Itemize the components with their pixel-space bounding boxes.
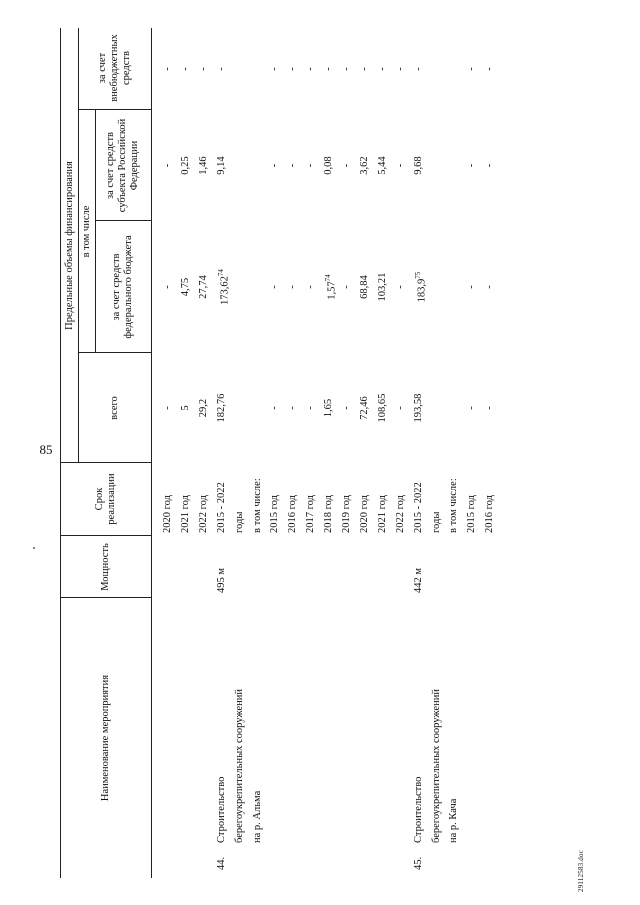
federal-value-text: - (466, 285, 478, 289)
header-federal: за счет средств федерального бюджета (111, 235, 134, 339)
measure-name (483, 603, 496, 843)
measure-name (430, 603, 443, 843)
federal-value-text: 183,9 (416, 278, 428, 303)
total-value (358, 353, 371, 463)
federal-value (483, 221, 496, 353)
measure-name (233, 603, 246, 843)
federal-value-text: 4,75 (179, 277, 191, 297)
total-value-text: 1,65 (323, 398, 335, 418)
capacity-value (215, 538, 228, 593)
header-capacity: Мощность (99, 543, 111, 591)
total-value (179, 353, 192, 463)
total-value-text: - (162, 406, 173, 410)
measure-name (340, 603, 353, 843)
federal-value (304, 221, 317, 353)
row-number (251, 845, 264, 870)
header-incl: в том числе (80, 205, 92, 258)
extrabudget-value-text: - (484, 67, 496, 71)
extrabudget-value (447, 28, 460, 110)
term-value (322, 463, 335, 533)
extrabudget-value (412, 28, 425, 110)
term-value-text: 2020 год (162, 495, 173, 533)
capacity-value (161, 538, 174, 593)
capacity-value (286, 538, 299, 593)
federal-value (286, 221, 299, 353)
measure-name (179, 603, 192, 843)
term-value (197, 463, 210, 533)
capacity-value (233, 538, 246, 593)
extrabudget-value (179, 28, 192, 110)
term-value (161, 463, 174, 533)
term-value (233, 463, 246, 533)
extrabudget-value (286, 28, 299, 110)
federal-value-text: 103,21 (376, 272, 388, 302)
regional-value-text: - (269, 163, 281, 168)
capacity-value (340, 538, 353, 593)
total-value-text: - (341, 406, 352, 410)
regional-value-text: - (484, 163, 496, 168)
total-value (304, 353, 317, 463)
regional-value (430, 110, 443, 221)
row-number-text: 44. (215, 856, 227, 870)
extrabudget-value (268, 28, 281, 110)
term-value-text: 2016 год (287, 495, 299, 533)
row-number-text: 45. (412, 856, 424, 870)
extrabudget-value-text: - (376, 67, 388, 71)
extrabudget-value-text: - (341, 67, 352, 71)
term-value (483, 463, 496, 533)
measure-name (161, 603, 174, 843)
federal-value-text: - (341, 285, 352, 289)
row-number (358, 845, 371, 870)
term-value (394, 463, 407, 533)
regional-value (197, 110, 210, 221)
measure-name (197, 603, 210, 843)
measure-name-text: берегоукрепительных сооружений (233, 688, 245, 843)
capacity-value (430, 538, 443, 593)
header-total: всего (108, 396, 120, 420)
total-value (251, 353, 264, 463)
measure-name (286, 603, 299, 843)
row-number (161, 845, 174, 870)
capacity-value (268, 538, 281, 593)
measure-name-text: Строительство (412, 776, 424, 843)
row-number (340, 845, 353, 870)
federal-value (394, 221, 407, 353)
term-value (268, 463, 281, 533)
term-value-text: 2022 год (394, 495, 406, 533)
regional-value (340, 110, 353, 221)
row-number (412, 845, 425, 870)
total-value (412, 353, 425, 463)
term-value-text: 2015 - 2022 (215, 482, 227, 533)
federal-value-text: 68,84 (358, 275, 370, 299)
federal-value (251, 221, 264, 353)
measure-name (394, 603, 407, 843)
row-number (322, 845, 335, 870)
row-number (447, 845, 460, 870)
term-value-text: 2016 год (484, 495, 496, 533)
extrabudget-value-text: - (466, 67, 478, 71)
extrabudget-value-text: - (179, 67, 191, 71)
total-value-text: - (394, 406, 406, 410)
capacity-value (447, 538, 460, 593)
regional-value (394, 110, 407, 221)
term-value-text: годы (430, 511, 442, 533)
row-number (215, 845, 228, 870)
federal-value-text: 1,57 (326, 281, 338, 300)
measure-name-text: Строительство (215, 776, 227, 843)
term-value (465, 463, 478, 533)
regional-value (179, 110, 192, 221)
col-divider-federal-regional (95, 220, 151, 221)
extrabudget-value (340, 28, 353, 110)
row-number (465, 845, 478, 870)
extrabudget-value (161, 28, 174, 110)
total-value-text: 193,58 (412, 393, 424, 423)
regional-value (286, 110, 299, 221)
extrabudget-value-text: - (162, 67, 173, 71)
regional-value (358, 110, 371, 221)
regional-value-text: - (394, 163, 406, 168)
total-value (430, 353, 443, 463)
regional-value (304, 110, 317, 221)
term-value-text: 2015 - 2022 (412, 482, 424, 533)
capacity-value (358, 538, 371, 593)
row-number (483, 845, 496, 870)
federal-value-text: - (394, 285, 406, 289)
total-value-text: 72,46 (358, 396, 370, 420)
regional-value-text: 5,44 (376, 156, 388, 175)
term-value-text: 2015 год (269, 495, 281, 533)
regional-value (447, 110, 460, 221)
regional-value-text: - (341, 163, 352, 168)
measure-name-text: берегоукрепительных сооружений (430, 688, 442, 843)
regional-value (465, 110, 478, 221)
regional-value-text: 9,14 (215, 156, 227, 175)
header-limits: Предельные объемы финансирования (63, 161, 75, 330)
total-value (465, 353, 478, 463)
header-extrabudget: за счет внебюджетных средств (96, 34, 132, 102)
extrabudget-value (465, 28, 478, 110)
regional-value-text: - (287, 163, 299, 168)
regional-value (483, 110, 496, 221)
federal-value (233, 221, 246, 353)
page-number: 85 (39, 442, 53, 457)
federal-value-text: - (162, 285, 173, 289)
total-value-text: 29,2 (197, 398, 209, 418)
row-number (430, 845, 443, 870)
extrabudget-value-text: - (287, 67, 299, 71)
total-value (447, 353, 460, 463)
row-number (268, 845, 281, 870)
extrabudget-value (251, 28, 264, 110)
federal-value-text: - (484, 285, 496, 289)
term-value-text: 2021 год (376, 495, 388, 533)
term-value (286, 463, 299, 533)
regional-value (412, 110, 425, 221)
measure-name (412, 603, 425, 843)
extrabudget-value-text: - (269, 67, 281, 71)
total-value (340, 353, 353, 463)
regional-value-text: 3,62 (358, 156, 370, 175)
total-value-text: - (305, 406, 317, 410)
term-value (304, 463, 317, 533)
total-value (322, 353, 335, 463)
extrabudget-value (233, 28, 246, 110)
term-value (251, 463, 264, 533)
total-value-text: - (484, 406, 496, 410)
total-value-text: 5 (179, 405, 191, 411)
financing-table (60, 28, 560, 878)
capacity-value (251, 538, 264, 593)
capacity-value-text: 442 м (412, 567, 424, 593)
measure-name (358, 603, 371, 843)
header-bottom-border (151, 28, 152, 878)
extrabudget-value-text: - (394, 67, 406, 71)
regional-value-text: 1,46 (197, 156, 209, 175)
regional-value (233, 110, 246, 221)
extrabudget-value (304, 28, 317, 110)
extrabudget-value (322, 28, 335, 110)
term-value (179, 463, 192, 533)
term-value-text: 2019 год (341, 495, 352, 533)
regional-value-text: - (162, 163, 173, 168)
measure-name-text: на р. Альма (251, 790, 263, 843)
federal-value-text: - (305, 285, 317, 289)
total-value (376, 353, 389, 463)
term-value-text: 2022 год (197, 495, 209, 533)
extrabudget-value (215, 28, 228, 110)
capacity-value (179, 538, 192, 593)
federal-value (161, 221, 174, 353)
extrabudget-value-text: - (305, 67, 317, 71)
extrabudget-value (358, 28, 371, 110)
federal-value (322, 221, 338, 353)
capacity-value (322, 538, 335, 593)
total-value (161, 353, 174, 463)
term-value-text: в том числе: (448, 478, 460, 533)
document-filename: 29112583.doc (577, 850, 585, 892)
total-value-text: - (466, 406, 478, 410)
federal-value (358, 221, 371, 353)
regional-value (251, 110, 264, 221)
term-value-text: в том числе: (251, 478, 263, 533)
row-number (286, 845, 299, 870)
capacity-value (483, 538, 496, 593)
extrabudget-value-text: - (197, 67, 209, 71)
header-name: Наименование мероприятия (99, 674, 111, 802)
total-value-text: - (287, 406, 299, 410)
total-value-text: 182,76 (215, 393, 227, 423)
federal-value-text: 173,62 (219, 276, 231, 305)
row-number (179, 845, 192, 870)
measure-name (322, 603, 335, 843)
regional-value-text: 0,25 (179, 156, 191, 175)
measure-name-text: на р. Кача (448, 798, 460, 843)
extrabudget-value (430, 28, 443, 110)
measure-name (268, 603, 281, 843)
federal-value (412, 221, 428, 353)
footnote-marker: 75 (413, 271, 422, 279)
regional-value-text: 0,08 (323, 156, 335, 175)
term-value-text: 2017 год (305, 495, 317, 533)
capacity-value (376, 538, 389, 593)
header-regional: за счет средств субъекта Российской Федерации (105, 118, 140, 213)
term-value (340, 463, 353, 533)
federal-value (215, 221, 231, 353)
total-value (268, 353, 281, 463)
federal-value (447, 221, 460, 353)
total-value (197, 353, 210, 463)
term-value-text: 2015 год (466, 495, 478, 533)
regional-value-text: - (466, 163, 478, 168)
total-value (286, 353, 299, 463)
federal-value-text: - (287, 285, 299, 289)
term-value (430, 463, 443, 533)
measure-name (251, 603, 264, 843)
scan-dot (33, 547, 35, 549)
measure-name (376, 603, 389, 843)
term-value (447, 463, 460, 533)
federal-value (340, 221, 353, 353)
capacity-value (304, 538, 317, 593)
row-number (197, 845, 210, 870)
term-value (412, 463, 425, 533)
capacity-value-text: 495 м (215, 567, 227, 593)
measure-name (465, 603, 478, 843)
federal-value-text: - (269, 285, 281, 289)
term-value-text: 2018 год (323, 495, 335, 533)
extrabudget-value (483, 28, 496, 110)
federal-value (465, 221, 478, 353)
extrabudget-value-text: - (412, 67, 424, 71)
header-term: Срок реализации (93, 473, 117, 525)
federal-value (268, 221, 281, 353)
total-value (233, 353, 246, 463)
term-value-text: годы (233, 511, 245, 533)
row-number (233, 845, 246, 870)
capacity-value (394, 538, 407, 593)
extrabudget-value-text: - (215, 67, 227, 71)
regional-value (161, 110, 174, 221)
total-value-text: 108,65 (376, 393, 388, 423)
capacity-value (465, 538, 478, 593)
term-value (358, 463, 371, 533)
measure-name (304, 603, 317, 843)
capacity-value (197, 538, 210, 593)
measure-name (215, 603, 228, 843)
capacity-value (412, 538, 425, 593)
extrabudget-value (197, 28, 210, 110)
row-number (394, 845, 407, 870)
regional-value-text: 9,68 (412, 156, 424, 175)
regional-value (322, 110, 335, 221)
total-value (483, 353, 496, 463)
regional-value-text: - (305, 163, 317, 168)
measure-name (447, 603, 460, 843)
federal-value (430, 221, 443, 353)
term-value-text: 2021 год (179, 495, 191, 533)
row-number (376, 845, 389, 870)
extrabudget-value (376, 28, 389, 110)
extrabudget-value (394, 28, 407, 110)
federal-value (197, 221, 210, 353)
regional-value (376, 110, 389, 221)
footnote-marker: 74 (216, 269, 225, 277)
term-value-text: 2020 год (358, 495, 370, 533)
row-number (304, 845, 317, 870)
total-value-text: - (269, 406, 281, 410)
federal-value (179, 221, 192, 353)
extrabudget-value-text: - (323, 67, 335, 71)
federal-value (376, 221, 389, 353)
total-value (394, 353, 407, 463)
regional-value (268, 110, 281, 221)
term-value (215, 463, 228, 533)
total-value (215, 353, 228, 463)
term-value (376, 463, 389, 533)
footnote-marker: 74 (324, 274, 333, 282)
extrabudget-value-text: - (358, 67, 370, 71)
regional-value (215, 110, 228, 221)
federal-value-text: 27,74 (197, 275, 209, 299)
